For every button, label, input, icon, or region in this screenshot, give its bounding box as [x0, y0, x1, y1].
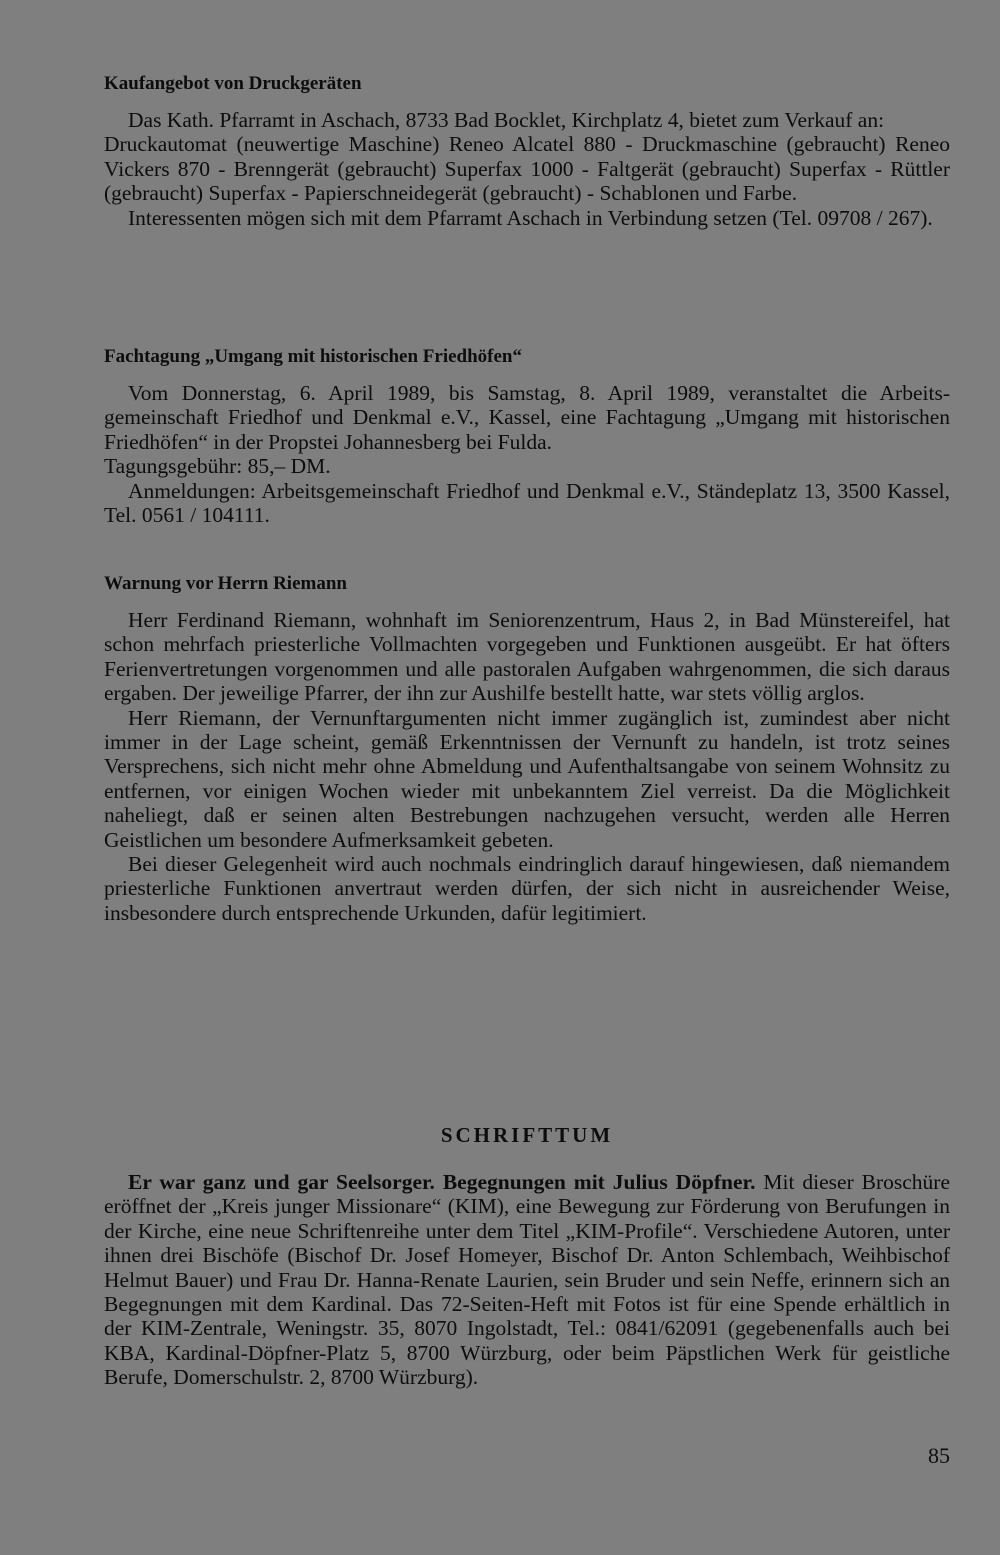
section-warnung — [104, 572, 950, 925]
paragraph: Bei dieser Gelegenheit wird auch nochmals eindringlich darauf hingewiesen, daß niemandem priesterliche Funktionen anvertraut werden dürfen, der sich nicht in ausreichender Weise, insbesondere durch entsprechende Urkunden, dafür legitimiert. — [104, 852, 950, 925]
book-title: Er war ganz und gar Seelsorger. Begegnungen mit Julius Döpfner. — [128, 1170, 756, 1194]
page-number: 85 — [928, 1443, 950, 1468]
section-heading: Kaufangebot von Druckgeräten — [104, 73, 362, 94]
paragraph: Tagungsgebühr: 85,– DM. — [104, 454, 331, 479]
schrifttum-title: SCHRIFTTUM — [440, 1123, 614, 1147]
paragraph: Herr Ferdinand Riemann, wohnhaft im Seniorenzentrum, Haus 2, in Bad Münstereifel, hat schon mehrfach priesterliche Vollmachten vorgegeben und Funktionen ausgeübt. Er hat öfters Ferienvertretungen vorgenommen und alle pastoralen Aufgaben wahrgenommen, die sich daraus ergaben. Der jeweilige Pfarrer, der ihn zur Aushilfe bestellt hatte, war stets völlig arglos. — [104, 608, 950, 706]
section-schrifttum — [104, 1170, 950, 1390]
book-review-paragraph — [104, 1170, 950, 1390]
paragraph: Interessenten mögen sich mit dem Pfarramt Aschach in Verbindung setzen (Tel. 09708 / 267). — [128, 205, 933, 230]
paragraph: Das Kath. Pfarramt in Aschach, 8733 Bad Bocklet, Kirchplatz 4, bietet zum Verkauf an: — [128, 108, 885, 132]
paragraph: Herr Riemann, der Vernunftargumenten nicht immer zugänglich ist, zumindest aber nicht immer in der Lage scheint, gemäß Erkenntnissen der Vernunft zu handeln, ist trotz seines Versprechens, sich nicht mehr ohne Abmeldung und Aufenthaltsangabe von seinem Wohnsitz zu entfernen, vor einigen Wochen wieder mit unbekanntem Ziel verreist. Da die Möglichkeit naheliegt, daß er seinen alten Bestrebungen nachzugehen versucht, werden alle Herren Geistlichen um besondere Aufmerksamkeit gebeten. — [104, 705, 950, 852]
section-heading: Fachtagung „Umgang mit historischen Friedhöfen“ — [104, 346, 522, 367]
paragraph: Vom Donnerstag, 6. April 1989, bis Samstag, 8. April 1989, veranstaltet die Arbeitsgemeinschaft Friedhof und Denkmal e.V., Kassel, eine Fachtagung „Umgang mit historischen Friedhöfen“ in der Propstei Johannesberg bei Fulda. — [104, 381, 950, 454]
book-review-text: Mit dieser Broschüre eröffnet der „Kreis junger Missionare“ (KIM), eine Bewegung zur Förderung von Berufungen in der Kirche, eine neue Schriftenreihe unter dem Titel „KIM-Profile“. Verschiedene Autoren, unter ihnen drei Bischöfe (Bischof Dr. Josef Homeyer, Bischof Dr. Anton Schlembach, Weihbischof Helmut Bauer) und Frau Dr. Hanna-Renate Laurien, sein Bruder und sein Neffe, erinnern sich an Begegnungen mit dem Kardinal. Das 72-Seiten-Heft mit Fotos ist für eine Spende erhältlich in der KIM-Zentrale, Weningstr. 35, 8070 Ingolstadt, Tel.: 0841/62091 (gegebenenfalls auch bei KBA, Kardinal-Döpfner-Platz 5, 8700 Würzburg, oder beim Päpstlichen Werk für geistliche Berufe, Domerschulstr. 2, 8700 Würzburg). — [104, 1170, 950, 1390]
section-fachtagung — [104, 345, 950, 527]
paragraph: Druckautomat (neuwertige Maschine) Reneo Alcatel 880 - Druckmaschine (gebraucht) Reneo Vickers 870 - Brenngerät (gebraucht) Superfax 1000 - Faltgerät (gebraucht) Superfax - Rüttler (gebraucht) Superfax - Papierschneidegerät (gebraucht) - Schablonen und Farbe. — [104, 132, 950, 206]
paragraph: Anmeldungen: Arbeitsgemeinschaft Friedhof und Denkmal e.V., Ständeplatz 13, 3500 Kassel, Tel. 0561 / 104111. — [104, 478, 950, 528]
section-heading: Warnung vor Herrn Riemann — [104, 573, 347, 594]
document-page — [104, 0, 950, 1555]
section-kaufangebot — [104, 72, 950, 230]
